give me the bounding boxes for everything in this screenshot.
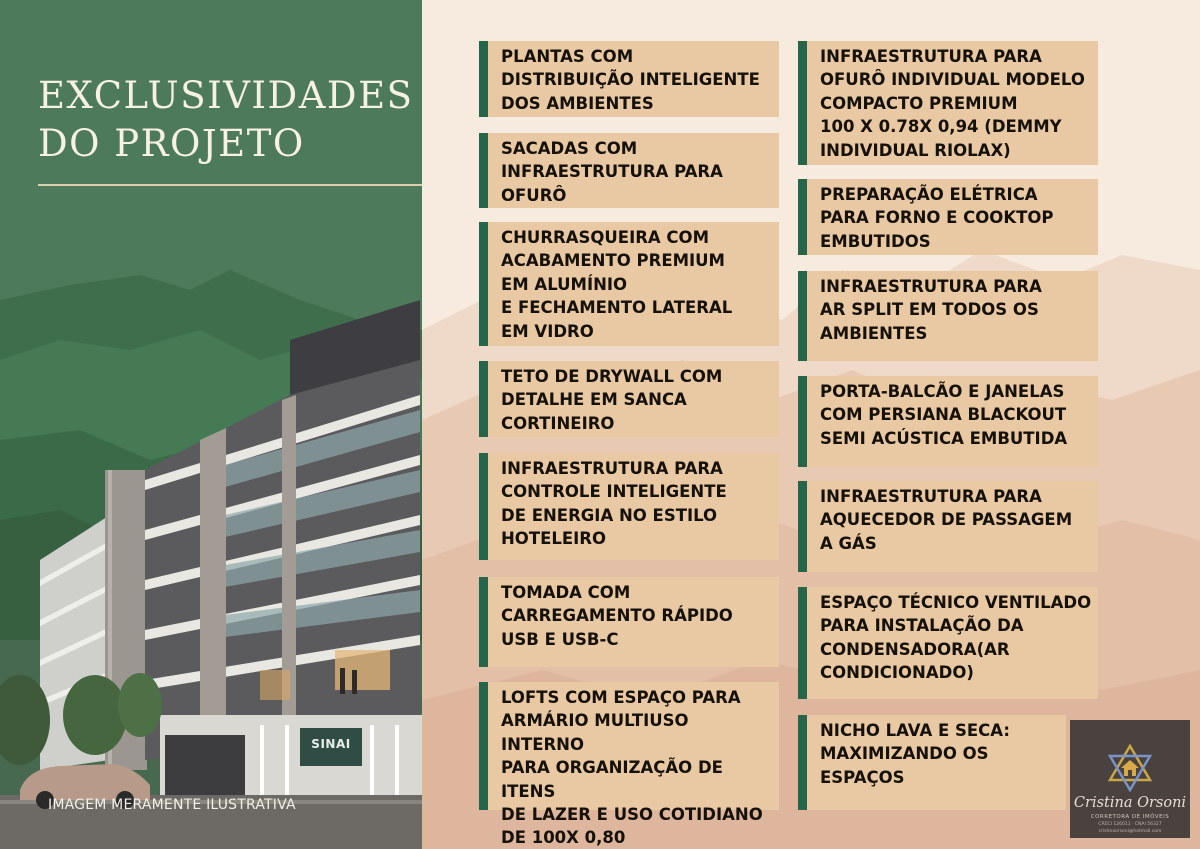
feature-text: NICHO LAVA E SECA: MAXIMIZANDO OS ESPAÇOS	[820, 721, 1010, 787]
feature-text: TETO DE DRYWALL COM DETALHE EM SANCA CORTINEIRO	[501, 367, 723, 433]
feature-card	[479, 222, 779, 346]
star-of-david-house-icon	[1106, 744, 1154, 792]
feature-text: SACADAS COM INFRAESTRUTURA PARA OFURÔ	[501, 139, 723, 205]
feature-text: TOMADA COM CARREGAMENTO RÁPIDO USB E USB-C	[501, 583, 733, 649]
feature-text: ESPAÇO TÉCNICO VENTILADO PARA INSTALAÇÃO DA CONDENSADORA(AR CONDICIONADO)	[820, 593, 1092, 683]
feature-card	[798, 41, 1098, 165]
feature-text: PREPARAÇÃO ELÉTRICA PARA FORNO E COOKTOP EMBUTIDOS	[820, 185, 1054, 251]
feature-card	[479, 41, 779, 117]
page-title	[38, 72, 413, 168]
feature-card	[479, 577, 779, 667]
feature-text: INFRAESTRUTURA PARA AR SPLIT EM TODOS OS AMBIENTES	[820, 277, 1042, 343]
title-divider	[38, 184, 422, 186]
logo-role: CORRETORA DE IMÓVEIS	[1090, 814, 1170, 820]
feature-card	[479, 361, 779, 437]
building-sign-text: SINAI	[311, 737, 351, 751]
logo-email: cristinaorsoni@hotmail.com	[1098, 829, 1162, 834]
feature-text: INFRAESTRUTURA PARA AQUECEDOR DE PASSAGEM A GÁS	[820, 487, 1073, 553]
title-line-1: EXCLUSIVIDADES	[38, 74, 414, 117]
feature-text: INFRAESTRUTURA PARA CONTROLE INTELIGENTE DE ENERGIA NO ESTILO HOTELEIRO	[501, 459, 727, 549]
logo-creci: CRECI 126011 · CNAI 56327	[1098, 822, 1162, 827]
feature-card	[798, 376, 1098, 467]
feature-text: PORTA-BALCÃO E JANELAS COM PERSIANA BLACKOUT SEMI ACÚSTICA EMBUTIDA	[820, 382, 1068, 448]
feature-card	[479, 453, 779, 560]
feature-card	[798, 587, 1098, 699]
realtor-logo	[1070, 720, 1190, 838]
feature-card	[479, 133, 779, 208]
feature-card	[798, 481, 1098, 572]
feature-card	[479, 682, 779, 848]
feature-card	[798, 179, 1098, 255]
logo-name: Cristina Orsoni	[1073, 795, 1187, 811]
feature-text: CHURRASQUEIRA COM ACABAMENTO PREMIUM EM ALUMÍNIO E FECHAMENTO LATERAL EM VIDRO	[501, 228, 733, 341]
feature-card	[798, 271, 1098, 361]
title-line-2: DO PROJETO	[38, 122, 305, 165]
feature-text: INFRAESTRUTURA PARA OFURÔ INDIVIDUAL MODELO COMPACTO PREMIUM 100 X 0.78X 0,94 (DEMMY INDIVIDUAL RIOLAX)	[820, 47, 1085, 160]
feature-text: PLANTAS COM DISTRIBUIÇÃO INTELIGENTE DOS AMBIENTES	[501, 47, 760, 113]
left-panel	[0, 0, 422, 849]
image-caption: IMAGEM MERAMENTE ILUSTRATIVA	[48, 797, 296, 813]
building-sign	[300, 737, 362, 751]
feature-text: LOFTS COM ESPAÇO PARA ARMÁRIO MULTIUSO INTERNO PARA ORGANIZAÇÃO DE ITENS DE LAZER E USO COTIDIANO DE 100X 0,80	[501, 688, 763, 848]
feature-card	[798, 715, 1066, 810]
